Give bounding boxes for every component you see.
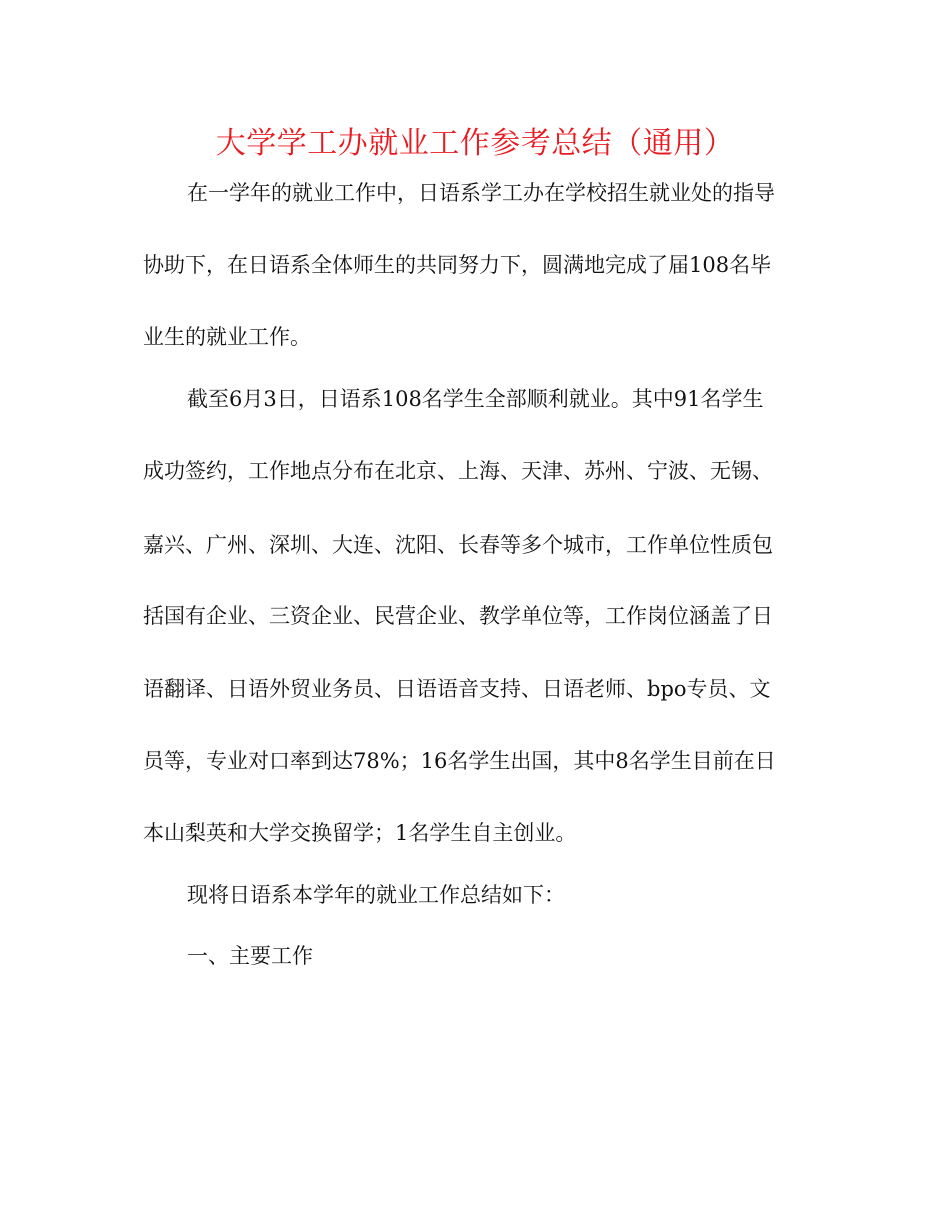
paragraph-2-line-5: 语翻译、日语外贸业务员、日语语音支持、日语老师、bpo专员、文 (143, 677, 771, 701)
paragraph-2-line-1: 截至6月3日，日语系108名学生全部顺利就业。其中91名学生 (187, 387, 764, 411)
paragraph-2-line-2: 成功签约，工作地点分布在北京、上海、天津、苏州、宁波、无锡、 (143, 459, 773, 483)
paragraph-2-line-3: 嘉兴、广州、深圳、大连、沈阳、长春等多个城市，工作单位性质包 (143, 533, 773, 557)
paragraph-2-line-7: 本山梨英和大学交换留学；1名学生自主创业。 (143, 821, 577, 845)
paragraph-2-line-4: 括国有企业、三资企业、民营企业、教学单位等，工作岗位涵盖了日 (143, 604, 773, 628)
paragraph-1-line-3: 业生的就业工作。 (143, 325, 311, 349)
paragraph-3-line-1: 现将日语系本学年的就业工作总结如下： (187, 883, 565, 907)
document-title: 大学学工办就业工作参考总结（通用） (215, 126, 735, 161)
paragraph-1-line-2: 协助下，在日语系全体师生的共同努力下，圆满地完成了届108名毕 (143, 253, 772, 277)
paragraph-2-line-6: 员等，专业对口率到达78%；16名学生出国，其中8名学生目前在日 (143, 749, 776, 773)
paragraph-1-line-1: 在一学年的就业工作中，日语系学工办在学校招生就业处的指导 (187, 181, 775, 205)
section-heading-1: 一、主要工作 (187, 944, 313, 968)
